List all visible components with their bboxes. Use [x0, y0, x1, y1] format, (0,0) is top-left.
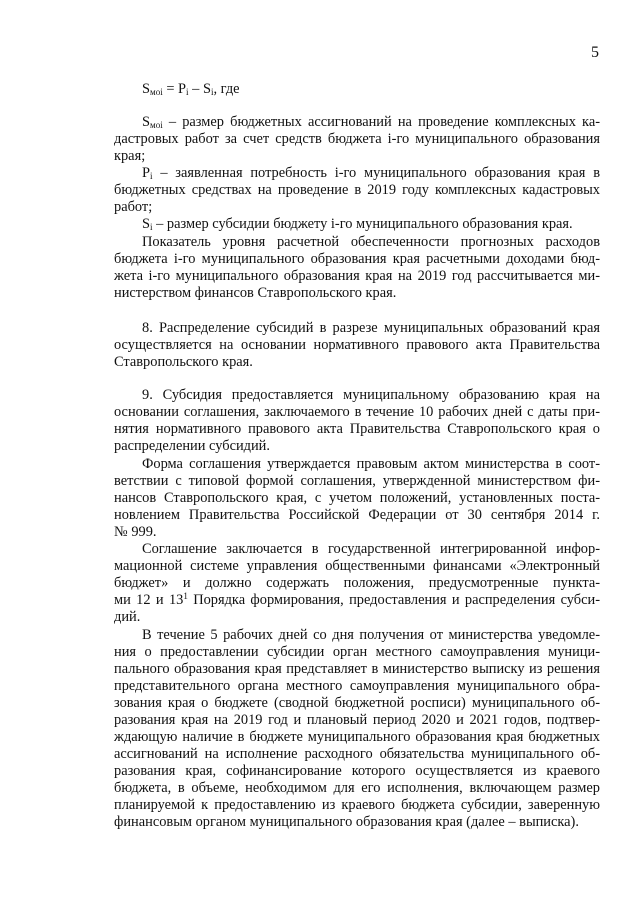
page-number: 5: [591, 44, 599, 61]
formula: $S_{мoi} = P_i - S_i$, где: [142, 81, 240, 97]
